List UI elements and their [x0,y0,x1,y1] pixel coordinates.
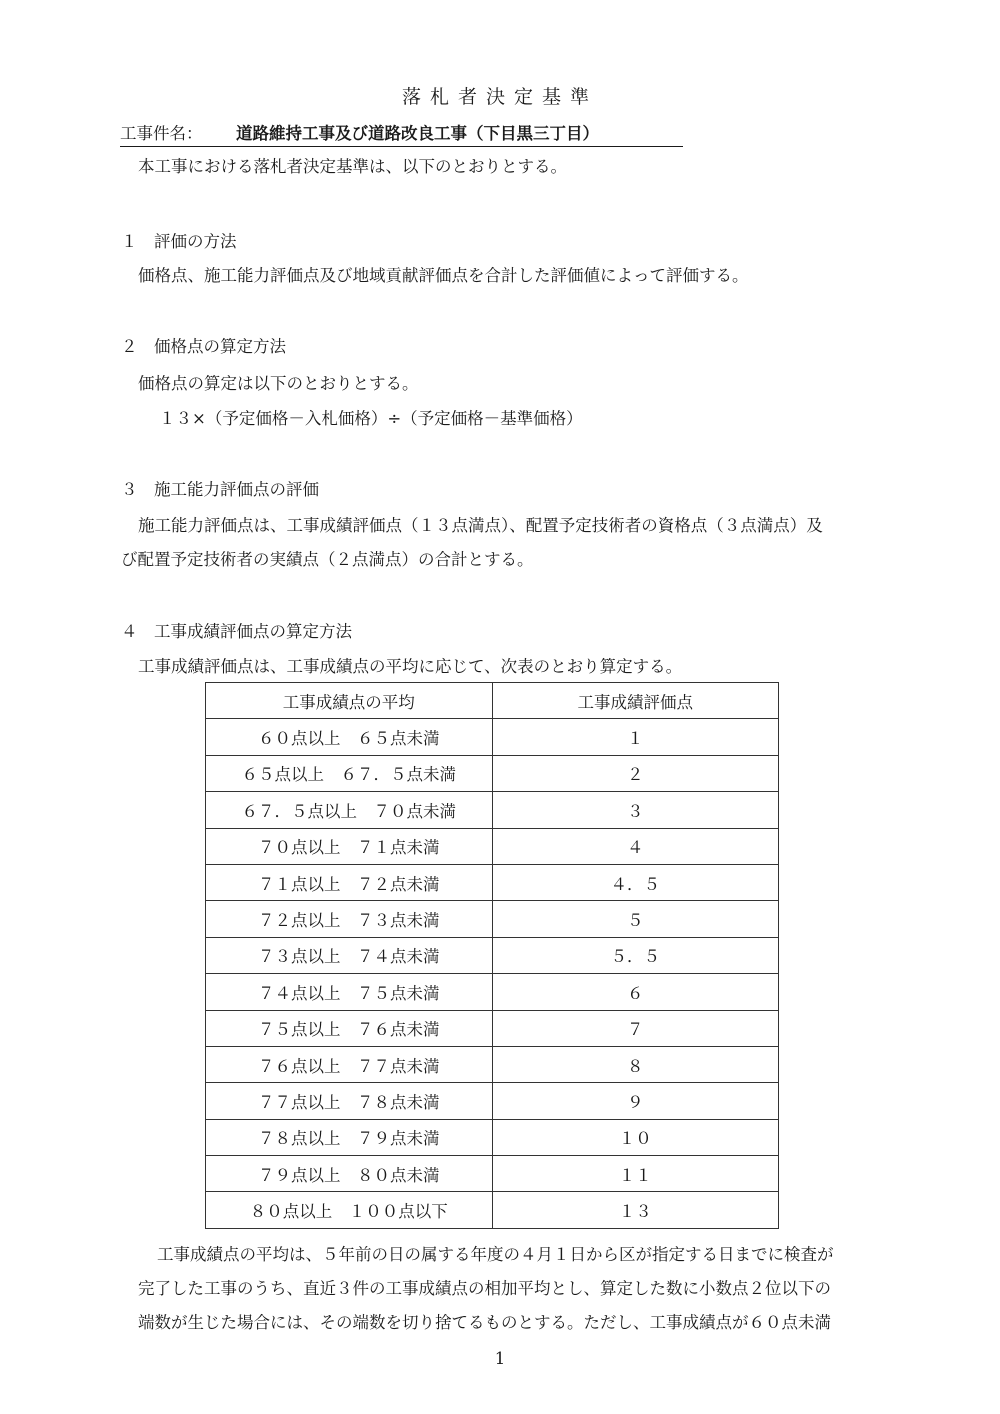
section-1-body: 価格点、施工能力評価点及び地域貢献評価点を合計した評価値によって評価する。 [138,266,749,285]
table-row [206,864,779,900]
section-1-heading: １ 評価の方法 [121,232,237,251]
table-row [206,1119,779,1155]
project-name: 道路維持工事及び道路改良工事（下目黒三丁目） [236,124,599,143]
table-cell: ７８点以上 ７９点未満 [206,1119,493,1155]
table-row [206,1156,779,1192]
table-cell: ８ [492,1046,779,1082]
table-row [206,1046,779,1082]
table-cell: ５ [492,901,779,937]
table-row [206,792,779,828]
table-cell: ３ [492,792,779,828]
table-cell: ７３点以上 ７４点未満 [206,937,493,973]
column-header: 工事成績点の平均 [206,683,493,719]
column-header: 工事成績評価点 [492,683,779,719]
table-cell: ７７点以上 ７８点未満 [206,1083,493,1119]
price-formula: １３×（予定価格－入札価格）÷（予定価格－基準価格） [159,409,583,428]
page-number: 1 [494,1349,506,1368]
table-cell: １１ [492,1156,779,1192]
section-2-heading: ２ 価格点の算定方法 [121,337,286,356]
evaluation-table [205,682,779,1229]
table-row [206,755,779,791]
table-cell: １０ [492,1119,779,1155]
table-cell: ７ [492,1010,779,1046]
note-line-1: 工事成績点の平均は、５年前の日の属する年度の４月１日から区が指定する日までに検査が [157,1245,834,1264]
section-4-body: 工事成績評価点は、工事成績点の平均に応じて、次表のとおり算定する。 [138,657,683,676]
note-line-2: 完了した工事のうち、直近３件の工事成績点の相加平均とし、算定した数に小数点２位以下の [138,1279,831,1298]
table-cell: ９ [492,1083,779,1119]
table-cell: ６ [492,974,779,1010]
section-3-body-line-2: び配置予定技術者の実績点（２点満点）の合計とする。 [121,550,534,569]
project-label: 工事件名： [120,124,203,143]
table-cell: ７９点以上 ８０点未満 [206,1156,493,1192]
table-cell: ６５点以上 ６７．５点未満 [206,755,493,791]
table-cell: ５．５ [492,937,779,973]
table-row [206,1083,779,1119]
table-row [206,828,779,864]
section-3-body-line-1: 施工能力評価点は、工事成績評価点（１３点満点）、配置予定技術者の資格点（３点満点）及 [138,516,823,535]
table-header-row [206,683,779,719]
section-2-body: 価格点の算定は以下のとおりとする。 [138,374,419,393]
table-cell: ８０点以上 １００点以下 [206,1192,493,1228]
section-4-heading: ４ 工事成績評価点の算定方法 [121,622,352,641]
table-cell: ７２点以上 ７３点未満 [206,901,493,937]
table-cell: ４．５ [492,864,779,900]
note-line-3: 端数が生じた場合には、その端数を切り捨てるものとする。ただし、工事成績点が６０点未満 [138,1313,831,1332]
table-cell: ７６点以上 ７７点未満 [206,1046,493,1082]
table-cell: ４ [492,828,779,864]
table-cell: １３ [492,1192,779,1228]
table-cell: ６７．５点以上 ７０点未満 [206,792,493,828]
table-cell: ７５点以上 ７６点未満 [206,1010,493,1046]
table-cell: ２ [492,755,779,791]
section-3-heading: ３ 施工能力評価点の評価 [121,480,319,499]
table-cell: １ [492,719,779,755]
table-cell: ６０点以上 ６５点未満 [206,719,493,755]
table-row [206,1192,779,1228]
table-row [206,1010,779,1046]
table-cell: ７４点以上 ７５点未満 [206,974,493,1010]
document-title: 落札者決定基準 [401,86,598,108]
table-row [206,937,779,973]
intro-text: 本工事における落札者決定基準は、以下のとおりとする。 [138,157,567,176]
table-row [206,719,779,755]
table-cell: ７１点以上 ７２点未満 [206,864,493,900]
table-row [206,901,779,937]
table-row [206,974,779,1010]
project-name-line [120,120,683,147]
table-cell: ７０点以上 ７１点未満 [206,828,493,864]
